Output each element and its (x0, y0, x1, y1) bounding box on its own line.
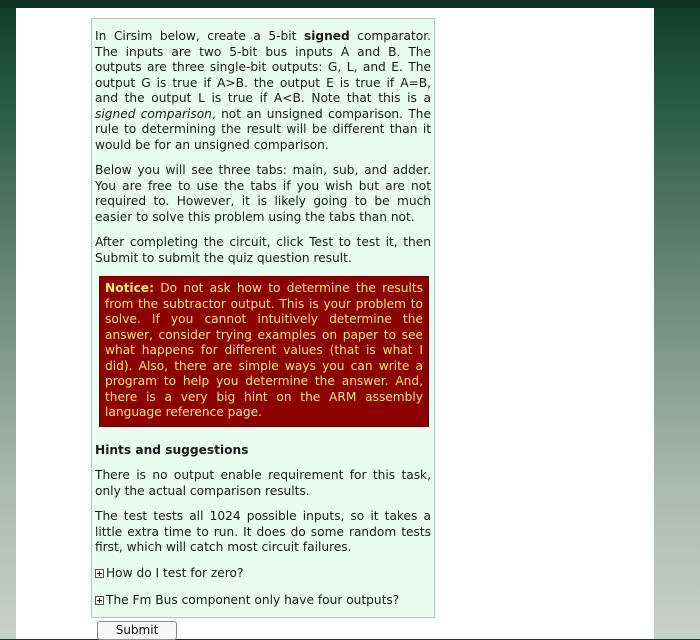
hints-heading: Hints and suggestions (95, 442, 249, 457)
notice-box (99, 276, 429, 427)
notice-label: Notice: (105, 281, 154, 295)
submit-button[interactable]: Submit (97, 621, 177, 640)
quiz-question-box (91, 18, 435, 637)
tabs-paragraph: Below you will see three tabs: main, sub, and adder. You are free to use the tabs if you wish but are not required to. However, it is likely going to be much easier to solve this problem using the tabs than not. (95, 163, 431, 224)
expander-test-zero[interactable] (95, 566, 431, 582)
quiz-content (95, 29, 431, 640)
expander-fm-bus[interactable] (95, 593, 431, 609)
hints-paragraph-1: There is no output enable requirement for this task, only the actual comparison results. (95, 468, 431, 498)
notice-text: Do not ask how to determine the results from the subtractor output. This is your problem to solve. If you cannot intuitively determine the answer, consider trying examples on paper to see what happens for different values (that is what I did). Also, there are simple ways you can write a program to help you determine the answer. And, there is a very big hint on the ARM assembly language reference page. (105, 281, 423, 419)
window-top-strip (0, 0, 700, 8)
expander-label[interactable]: The Fm Bus component only have four outputs? (106, 593, 400, 607)
hints-paragraph-2: The test tests all 1024 possible inputs, so it takes a little extra time to run. It does do some random tests first, which will catch most circuit failures. (95, 509, 431, 554)
intro-bold-signed: signed (303, 29, 350, 43)
intro-text-b: comparator. The inputs are two 5-bit bus inputs A and B. The outputs are three single-bit outputs: G, L, and E. The output G is true if A>B. the output E is true if A=B, and the output L is true if A<B. Note that this is a (95, 29, 431, 105)
expand-plus-icon[interactable] (95, 596, 104, 605)
intro-text-a: In Cirsim below, create a 5-bit (95, 29, 304, 43)
expander-label[interactable]: How do I test for zero? (106, 565, 244, 580)
intro-text-c: , not an unsigned comparison. The rule to determining the result will be different than it would be for an unsigned comparison. (95, 106, 431, 152)
instructions-paragraph: After completing the circuit, click Test to test it, then Submit to submit the quiz question result. (95, 235, 431, 265)
intro-paragraph (95, 29, 431, 153)
expand-plus-icon[interactable] (95, 569, 104, 578)
intro-italic-signed-comparison: signed comparison (95, 106, 212, 121)
